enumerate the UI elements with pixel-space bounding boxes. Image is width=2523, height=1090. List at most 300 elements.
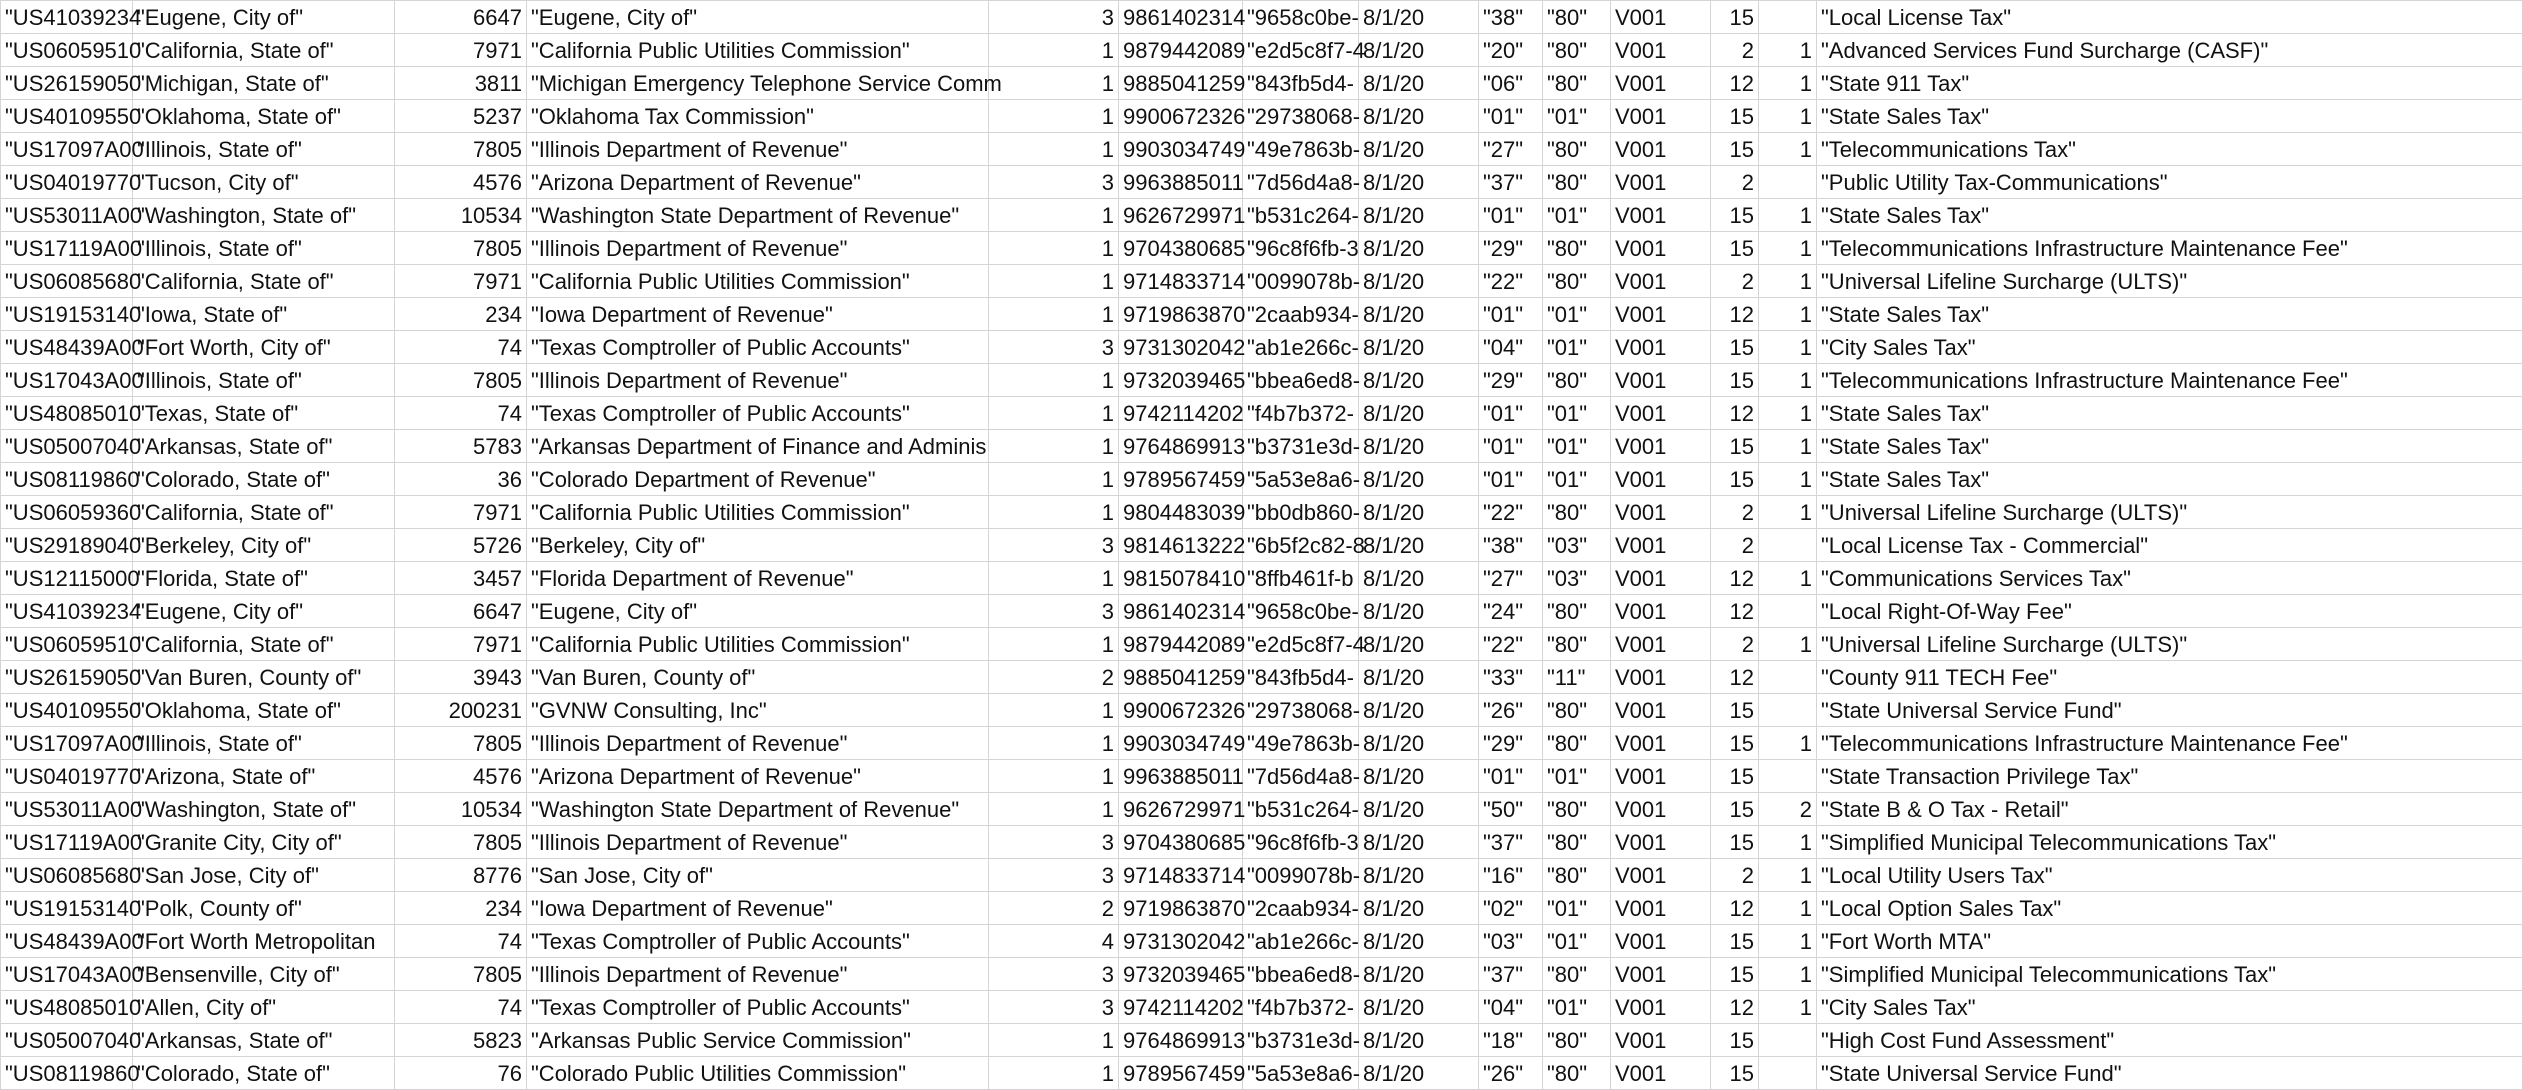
agency-cell[interactable]: "Washington State Department of Revenue" (527, 793, 989, 826)
flag-cell[interactable]: 1 (1759, 925, 1817, 958)
tax-type-cell[interactable]: "38" (1479, 529, 1543, 562)
level-cell[interactable]: 3 (989, 1, 1119, 34)
level-cell[interactable]: 3 (989, 331, 1119, 364)
uuid-cell[interactable]: "e2d5c8f7-4 (1243, 34, 1359, 67)
agency-cell[interactable]: "Michigan Emergency Telephone Service Comm (527, 67, 989, 100)
level-cell[interactable]: 1 (989, 793, 1119, 826)
jurisdiction-cell[interactable]: "Texas, State of" (133, 397, 395, 430)
group-cell[interactable]: 15 (1711, 100, 1759, 133)
account-cell[interactable]: 9804483039 (1119, 496, 1243, 529)
version-cell[interactable]: V001 (1611, 133, 1711, 166)
date-cell[interactable]: 8/1/20 (1359, 991, 1479, 1024)
level-cell[interactable]: 1 (989, 760, 1119, 793)
version-cell[interactable]: V001 (1611, 1, 1711, 34)
group-cell[interactable]: 12 (1711, 298, 1759, 331)
uuid-cell[interactable]: "9658c0be- (1243, 595, 1359, 628)
id-cell[interactable]: "US48439A00 (1, 925, 133, 958)
date-cell[interactable]: 8/1/20 (1359, 463, 1479, 496)
description-cell[interactable]: "Telecommunications Infrastructure Maintenance Fee" (1817, 232, 2523, 265)
jurisdiction-cell[interactable]: "Berkeley, City of" (133, 529, 395, 562)
id-cell[interactable]: "US06085680 (1, 265, 133, 298)
code-cell[interactable]: 7805 (395, 727, 527, 760)
code-cell[interactable]: 6647 (395, 595, 527, 628)
group-cell[interactable]: 2 (1711, 496, 1759, 529)
uuid-cell[interactable]: "843fb5d4- (1243, 661, 1359, 694)
flag-cell[interactable]: 2 (1759, 793, 1817, 826)
description-cell[interactable]: "Local Utility Users Tax" (1817, 859, 2523, 892)
level-cell[interactable]: 1 (989, 133, 1119, 166)
version-cell[interactable]: V001 (1611, 760, 1711, 793)
version-cell[interactable]: V001 (1611, 265, 1711, 298)
group-cell[interactable]: 2 (1711, 34, 1759, 67)
group-cell[interactable]: 15 (1711, 727, 1759, 760)
agency-cell[interactable]: "Van Buren, County of" (527, 661, 989, 694)
group-cell[interactable]: 15 (1711, 232, 1759, 265)
uuid-cell[interactable]: "f4b7b372- (1243, 991, 1359, 1024)
id-cell[interactable]: "US06059510 (1, 34, 133, 67)
date-cell[interactable]: 8/1/20 (1359, 859, 1479, 892)
agency-cell[interactable]: "Arizona Department of Revenue" (527, 760, 989, 793)
description-cell[interactable]: "City Sales Tax" (1817, 331, 2523, 364)
category-cell[interactable]: "80" (1543, 727, 1611, 760)
level-cell[interactable]: 1 (989, 694, 1119, 727)
uuid-cell[interactable]: "bb0db860- (1243, 496, 1359, 529)
group-cell[interactable]: 12 (1711, 892, 1759, 925)
jurisdiction-cell[interactable]: "Oklahoma, State of" (133, 100, 395, 133)
group-cell[interactable]: 2 (1711, 166, 1759, 199)
version-cell[interactable]: V001 (1611, 397, 1711, 430)
code-cell[interactable]: 3943 (395, 661, 527, 694)
id-cell[interactable]: "US26159050 (1, 661, 133, 694)
agency-cell[interactable]: "Texas Comptroller of Public Accounts" (527, 331, 989, 364)
category-cell[interactable]: "80" (1543, 133, 1611, 166)
group-cell[interactable]: 15 (1711, 463, 1759, 496)
date-cell[interactable]: 8/1/20 (1359, 364, 1479, 397)
uuid-cell[interactable]: "b531c264- (1243, 199, 1359, 232)
group-cell[interactable]: 15 (1711, 958, 1759, 991)
tax-type-cell[interactable]: "04" (1479, 331, 1543, 364)
uuid-cell[interactable]: "6b5f2c82-8 (1243, 529, 1359, 562)
agency-cell[interactable]: "Florida Department of Revenue" (527, 562, 989, 595)
category-cell[interactable]: "80" (1543, 34, 1611, 67)
jurisdiction-cell[interactable]: "Washington, State of" (133, 793, 395, 826)
tax-type-cell[interactable]: "02" (1479, 892, 1543, 925)
tax-type-cell[interactable]: "04" (1479, 991, 1543, 1024)
agency-cell[interactable]: "Texas Comptroller of Public Accounts" (527, 925, 989, 958)
tax-type-cell[interactable]: "22" (1479, 265, 1543, 298)
date-cell[interactable]: 8/1/20 (1359, 397, 1479, 430)
agency-cell[interactable]: "Arkansas Department of Finance and Adminis (527, 430, 989, 463)
uuid-cell[interactable]: "b3731e3d- (1243, 430, 1359, 463)
account-cell[interactable]: 9731302042 (1119, 331, 1243, 364)
date-cell[interactable]: 8/1/20 (1359, 892, 1479, 925)
account-cell[interactable]: 9903034749 (1119, 727, 1243, 760)
category-cell[interactable]: "80" (1543, 826, 1611, 859)
uuid-cell[interactable]: "49e7863b- (1243, 727, 1359, 760)
group-cell[interactable]: 15 (1711, 793, 1759, 826)
version-cell[interactable]: V001 (1611, 331, 1711, 364)
level-cell[interactable]: 2 (989, 661, 1119, 694)
description-cell[interactable]: "Local Option Sales Tax" (1817, 892, 2523, 925)
category-cell[interactable]: "80" (1543, 628, 1611, 661)
level-cell[interactable]: 1 (989, 34, 1119, 67)
date-cell[interactable]: 8/1/20 (1359, 166, 1479, 199)
jurisdiction-cell[interactable]: "Oklahoma, State of" (133, 694, 395, 727)
level-cell[interactable]: 1 (989, 1024, 1119, 1057)
uuid-cell[interactable]: "b531c264- (1243, 793, 1359, 826)
version-cell[interactable]: V001 (1611, 991, 1711, 1024)
date-cell[interactable]: 8/1/20 (1359, 958, 1479, 991)
code-cell[interactable]: 5726 (395, 529, 527, 562)
flag-cell[interactable]: 1 (1759, 727, 1817, 760)
description-cell[interactable]: "State Sales Tax" (1817, 298, 2523, 331)
code-cell[interactable]: 3811 (395, 67, 527, 100)
category-cell[interactable]: "01" (1543, 760, 1611, 793)
code-cell[interactable]: 10534 (395, 199, 527, 232)
id-cell[interactable]: "US06085680 (1, 859, 133, 892)
date-cell[interactable]: 8/1/20 (1359, 793, 1479, 826)
category-cell[interactable]: "80" (1543, 595, 1611, 628)
version-cell[interactable]: V001 (1611, 100, 1711, 133)
date-cell[interactable]: 8/1/20 (1359, 1057, 1479, 1090)
tax-type-cell[interactable]: "29" (1479, 232, 1543, 265)
uuid-cell[interactable]: "5a53e8a6- (1243, 463, 1359, 496)
jurisdiction-cell[interactable]: "California, State of" (133, 34, 395, 67)
date-cell[interactable]: 8/1/20 (1359, 760, 1479, 793)
tax-type-cell[interactable]: "18" (1479, 1024, 1543, 1057)
account-cell[interactable]: 9742114202 (1119, 397, 1243, 430)
category-cell[interactable]: "01" (1543, 430, 1611, 463)
tax-type-cell[interactable]: "50" (1479, 793, 1543, 826)
version-cell[interactable]: V001 (1611, 793, 1711, 826)
flag-cell[interactable]: 1 (1759, 892, 1817, 925)
jurisdiction-cell[interactable]: "California, State of" (133, 496, 395, 529)
agency-cell[interactable]: "Illinois Department of Revenue" (527, 364, 989, 397)
date-cell[interactable]: 8/1/20 (1359, 496, 1479, 529)
jurisdiction-cell[interactable]: "Washington, State of" (133, 199, 395, 232)
agency-cell[interactable]: "California Public Utilities Commission" (527, 34, 989, 67)
group-cell[interactable]: 12 (1711, 562, 1759, 595)
flag-cell[interactable]: 1 (1759, 628, 1817, 661)
tax-type-cell[interactable]: "01" (1479, 100, 1543, 133)
id-cell[interactable]: "US48085010 (1, 991, 133, 1024)
flag-cell[interactable] (1759, 166, 1817, 199)
flag-cell[interactable]: 1 (1759, 298, 1817, 331)
jurisdiction-cell[interactable]: "Eugene, City of" (133, 1, 395, 34)
jurisdiction-cell[interactable]: "California, State of" (133, 265, 395, 298)
category-cell[interactable]: "01" (1543, 199, 1611, 232)
id-cell[interactable]: "US40109550 (1, 694, 133, 727)
level-cell[interactable]: 1 (989, 562, 1119, 595)
jurisdiction-cell[interactable]: "Eugene, City of" (133, 595, 395, 628)
date-cell[interactable]: 8/1/20 (1359, 100, 1479, 133)
account-cell[interactable]: 9789567459 (1119, 463, 1243, 496)
uuid-cell[interactable]: "0099078b- (1243, 859, 1359, 892)
agency-cell[interactable]: "Illinois Department of Revenue" (527, 133, 989, 166)
flag-cell[interactable]: 1 (1759, 562, 1817, 595)
id-cell[interactable]: "US19153140 (1, 298, 133, 331)
level-cell[interactable]: 3 (989, 595, 1119, 628)
id-cell[interactable]: "US41039234 (1, 1, 133, 34)
uuid-cell[interactable]: "29738068- (1243, 694, 1359, 727)
jurisdiction-cell[interactable]: "Fort Worth, City of" (133, 331, 395, 364)
description-cell[interactable]: "State Sales Tax" (1817, 397, 2523, 430)
id-cell[interactable]: "US12115000 (1, 562, 133, 595)
jurisdiction-cell[interactable]: "Polk, County of" (133, 892, 395, 925)
id-cell[interactable]: "US06059360 (1, 496, 133, 529)
date-cell[interactable]: 8/1/20 (1359, 628, 1479, 661)
jurisdiction-cell[interactable]: "Allen, City of" (133, 991, 395, 1024)
category-cell[interactable]: "01" (1543, 991, 1611, 1024)
id-cell[interactable]: "US41039234 (1, 595, 133, 628)
jurisdiction-cell[interactable]: "Arkansas, State of" (133, 430, 395, 463)
version-cell[interactable]: V001 (1611, 430, 1711, 463)
code-cell[interactable]: 7805 (395, 826, 527, 859)
uuid-cell[interactable]: "ab1e266c- (1243, 331, 1359, 364)
version-cell[interactable]: V001 (1611, 1057, 1711, 1090)
version-cell[interactable]: V001 (1611, 166, 1711, 199)
agency-cell[interactable]: "California Public Utilities Commission" (527, 496, 989, 529)
uuid-cell[interactable]: "8ffb461f-b (1243, 562, 1359, 595)
agency-cell[interactable]: "Illinois Department of Revenue" (527, 826, 989, 859)
level-cell[interactable]: 1 (989, 397, 1119, 430)
description-cell[interactable]: "Universal Lifeline Surcharge (ULTS)" (1817, 628, 2523, 661)
description-cell[interactable]: "State Universal Service Fund" (1817, 1057, 2523, 1090)
code-cell[interactable]: 234 (395, 892, 527, 925)
date-cell[interactable]: 8/1/20 (1359, 562, 1479, 595)
version-cell[interactable]: V001 (1611, 859, 1711, 892)
flag-cell[interactable] (1759, 1024, 1817, 1057)
code-cell[interactable]: 7971 (395, 496, 527, 529)
tax-type-cell[interactable]: "24" (1479, 595, 1543, 628)
description-cell[interactable]: "Fort Worth MTA" (1817, 925, 2523, 958)
id-cell[interactable]: "US05007040 (1, 1024, 133, 1057)
jurisdiction-cell[interactable]: "Tucson, City of" (133, 166, 395, 199)
flag-cell[interactable] (1759, 529, 1817, 562)
agency-cell[interactable]: "Washington State Department of Revenue" (527, 199, 989, 232)
tax-type-cell[interactable]: "27" (1479, 562, 1543, 595)
jurisdiction-cell[interactable]: "Bensenville, City of" (133, 958, 395, 991)
account-cell[interactable]: 9714833714 (1119, 265, 1243, 298)
account-cell[interactable]: 9814613222 (1119, 529, 1243, 562)
date-cell[interactable]: 8/1/20 (1359, 298, 1479, 331)
agency-cell[interactable]: "Oklahoma Tax Commission" (527, 100, 989, 133)
account-cell[interactable]: 9719863870 (1119, 298, 1243, 331)
account-cell[interactable]: 9815078410 (1119, 562, 1243, 595)
category-cell[interactable]: "80" (1543, 364, 1611, 397)
code-cell[interactable]: 74 (395, 925, 527, 958)
jurisdiction-cell[interactable]: "Arizona, State of" (133, 760, 395, 793)
date-cell[interactable]: 8/1/20 (1359, 694, 1479, 727)
account-cell[interactable]: 9764869913 (1119, 1024, 1243, 1057)
uuid-cell[interactable]: "e2d5c8f7-4 (1243, 628, 1359, 661)
version-cell[interactable]: V001 (1611, 199, 1711, 232)
uuid-cell[interactable]: "b3731e3d- (1243, 1024, 1359, 1057)
flag-cell[interactable]: 1 (1759, 34, 1817, 67)
tax-type-cell[interactable]: "37" (1479, 166, 1543, 199)
category-cell[interactable]: "80" (1543, 496, 1611, 529)
tax-type-cell[interactable]: "03" (1479, 925, 1543, 958)
tax-type-cell[interactable]: "01" (1479, 199, 1543, 232)
account-cell[interactable]: 9742114202 (1119, 991, 1243, 1024)
id-cell[interactable]: "US26159050 (1, 67, 133, 100)
description-cell[interactable]: "State 911 Tax" (1817, 67, 2523, 100)
level-cell[interactable]: 1 (989, 298, 1119, 331)
code-cell[interactable]: 3457 (395, 562, 527, 595)
id-cell[interactable]: "US17043A00 (1, 958, 133, 991)
version-cell[interactable]: V001 (1611, 925, 1711, 958)
agency-cell[interactable]: "Illinois Department of Revenue" (527, 727, 989, 760)
category-cell[interactable]: "80" (1543, 67, 1611, 100)
description-cell[interactable]: "High Cost Fund Assessment" (1817, 1024, 2523, 1057)
version-cell[interactable]: V001 (1611, 34, 1711, 67)
version-cell[interactable]: V001 (1611, 1024, 1711, 1057)
id-cell[interactable]: "US53011A00 (1, 199, 133, 232)
tax-type-cell[interactable]: "16" (1479, 859, 1543, 892)
version-cell[interactable]: V001 (1611, 562, 1711, 595)
agency-cell[interactable]: "Illinois Department of Revenue" (527, 232, 989, 265)
description-cell[interactable]: "State Sales Tax" (1817, 463, 2523, 496)
category-cell[interactable]: "80" (1543, 1, 1611, 34)
flag-cell[interactable]: 1 (1759, 199, 1817, 232)
flag-cell[interactable]: 1 (1759, 958, 1817, 991)
version-cell[interactable]: V001 (1611, 364, 1711, 397)
agency-cell[interactable]: "San Jose, City of" (527, 859, 989, 892)
flag-cell[interactable]: 1 (1759, 397, 1817, 430)
tax-type-cell[interactable]: "22" (1479, 628, 1543, 661)
account-cell[interactable]: 9963885011 (1119, 166, 1243, 199)
jurisdiction-cell[interactable]: "Illinois, State of" (133, 364, 395, 397)
group-cell[interactable]: 15 (1711, 1, 1759, 34)
flag-cell[interactable] (1759, 595, 1817, 628)
tax-type-cell[interactable]: "01" (1479, 760, 1543, 793)
uuid-cell[interactable]: "96c8f6fb-3 (1243, 826, 1359, 859)
tax-type-cell[interactable]: "27" (1479, 133, 1543, 166)
tax-type-cell[interactable]: "01" (1479, 397, 1543, 430)
description-cell[interactable]: "Telecommunications Tax" (1817, 133, 2523, 166)
tax-type-cell[interactable]: "22" (1479, 496, 1543, 529)
description-cell[interactable]: "Telecommunications Infrastructure Maintenance Fee" (1817, 727, 2523, 760)
description-cell[interactable]: "State B & O Tax - Retail" (1817, 793, 2523, 826)
account-cell[interactable]: 9861402314 (1119, 595, 1243, 628)
date-cell[interactable]: 8/1/20 (1359, 1024, 1479, 1057)
category-cell[interactable]: "80" (1543, 232, 1611, 265)
group-cell[interactable]: 15 (1711, 133, 1759, 166)
uuid-cell[interactable]: "49e7863b- (1243, 133, 1359, 166)
id-cell[interactable]: "US17097A00 (1, 727, 133, 760)
code-cell[interactable]: 7805 (395, 364, 527, 397)
flag-cell[interactable]: 1 (1759, 133, 1817, 166)
tax-type-cell[interactable]: "33" (1479, 661, 1543, 694)
id-cell[interactable]: "US08119860 (1, 1057, 133, 1090)
agency-cell[interactable]: "Iowa Department of Revenue" (527, 892, 989, 925)
level-cell[interactable]: 3 (989, 859, 1119, 892)
id-cell[interactable]: "US08119860 (1, 463, 133, 496)
id-cell[interactable]: "US17119A00 (1, 232, 133, 265)
description-cell[interactable]: "Advanced Services Fund Surcharge (CASF)" (1817, 34, 2523, 67)
tax-type-cell[interactable]: "29" (1479, 364, 1543, 397)
code-cell[interactable]: 5237 (395, 100, 527, 133)
id-cell[interactable]: "US40109550 (1, 100, 133, 133)
group-cell[interactable]: 12 (1711, 595, 1759, 628)
agency-cell[interactable]: "California Public Utilities Commission" (527, 265, 989, 298)
account-cell[interactable]: 9903034749 (1119, 133, 1243, 166)
description-cell[interactable]: "Simplified Municipal Telecommunications Tax" (1817, 826, 2523, 859)
account-cell[interactable]: 9879442089 (1119, 34, 1243, 67)
code-cell[interactable]: 6647 (395, 1, 527, 34)
account-cell[interactable]: 9626729971 (1119, 199, 1243, 232)
tax-type-cell[interactable]: "20" (1479, 34, 1543, 67)
agency-cell[interactable]: "Eugene, City of" (527, 1, 989, 34)
id-cell[interactable]: "US48439A00 (1, 331, 133, 364)
flag-cell[interactable]: 1 (1759, 232, 1817, 265)
category-cell[interactable]: "80" (1543, 265, 1611, 298)
jurisdiction-cell[interactable]: "Illinois, State of" (133, 133, 395, 166)
account-cell[interactable]: 9732039465 (1119, 958, 1243, 991)
jurisdiction-cell[interactable]: "Iowa, State of" (133, 298, 395, 331)
agency-cell[interactable]: "Arizona Department of Revenue" (527, 166, 989, 199)
category-cell[interactable]: "80" (1543, 793, 1611, 826)
version-cell[interactable]: V001 (1611, 628, 1711, 661)
agency-cell[interactable]: "GVNW Consulting, Inc" (527, 694, 989, 727)
level-cell[interactable]: 1 (989, 1057, 1119, 1090)
agency-cell[interactable]: "Texas Comptroller of Public Accounts" (527, 397, 989, 430)
account-cell[interactable]: 9704380685 (1119, 232, 1243, 265)
jurisdiction-cell[interactable]: "Van Buren, County of" (133, 661, 395, 694)
code-cell[interactable]: 7971 (395, 265, 527, 298)
group-cell[interactable]: 12 (1711, 661, 1759, 694)
group-cell[interactable]: 15 (1711, 826, 1759, 859)
description-cell[interactable]: "State Transaction Privilege Tax" (1817, 760, 2523, 793)
code-cell[interactable]: 36 (395, 463, 527, 496)
tax-type-cell[interactable]: "01" (1479, 298, 1543, 331)
account-cell[interactable]: 9879442089 (1119, 628, 1243, 661)
date-cell[interactable]: 8/1/20 (1359, 661, 1479, 694)
code-cell[interactable]: 74 (395, 331, 527, 364)
uuid-cell[interactable]: "9658c0be- (1243, 1, 1359, 34)
jurisdiction-cell[interactable]: "San Jose, City of" (133, 859, 395, 892)
agency-cell[interactable]: "Iowa Department of Revenue" (527, 298, 989, 331)
id-cell[interactable]: "US19153140 (1, 892, 133, 925)
description-cell[interactable]: "Local Right-Of-Way Fee" (1817, 595, 2523, 628)
category-cell[interactable]: "01" (1543, 298, 1611, 331)
flag-cell[interactable] (1759, 661, 1817, 694)
level-cell[interactable]: 3 (989, 991, 1119, 1024)
group-cell[interactable]: 15 (1711, 1057, 1759, 1090)
uuid-cell[interactable]: "2caab934- (1243, 298, 1359, 331)
id-cell[interactable]: "US48085010 (1, 397, 133, 430)
uuid-cell[interactable]: "0099078b- (1243, 265, 1359, 298)
uuid-cell[interactable]: "ab1e266c- (1243, 925, 1359, 958)
code-cell[interactable]: 4576 (395, 760, 527, 793)
group-cell[interactable]: 15 (1711, 364, 1759, 397)
level-cell[interactable]: 1 (989, 364, 1119, 397)
code-cell[interactable]: 234 (395, 298, 527, 331)
description-cell[interactable]: "State Sales Tax" (1817, 199, 2523, 232)
flag-cell[interactable] (1759, 760, 1817, 793)
date-cell[interactable]: 8/1/20 (1359, 34, 1479, 67)
code-cell[interactable]: 5823 (395, 1024, 527, 1057)
category-cell[interactable]: "11" (1543, 661, 1611, 694)
flag-cell[interactable]: 1 (1759, 67, 1817, 100)
account-cell[interactable]: 9704380685 (1119, 826, 1243, 859)
level-cell[interactable]: 4 (989, 925, 1119, 958)
flag-cell[interactable] (1759, 1057, 1817, 1090)
version-cell[interactable]: V001 (1611, 463, 1711, 496)
id-cell[interactable]: "US53011A00 (1, 793, 133, 826)
date-cell[interactable]: 8/1/20 (1359, 67, 1479, 100)
account-cell[interactable]: 9885041259 (1119, 67, 1243, 100)
